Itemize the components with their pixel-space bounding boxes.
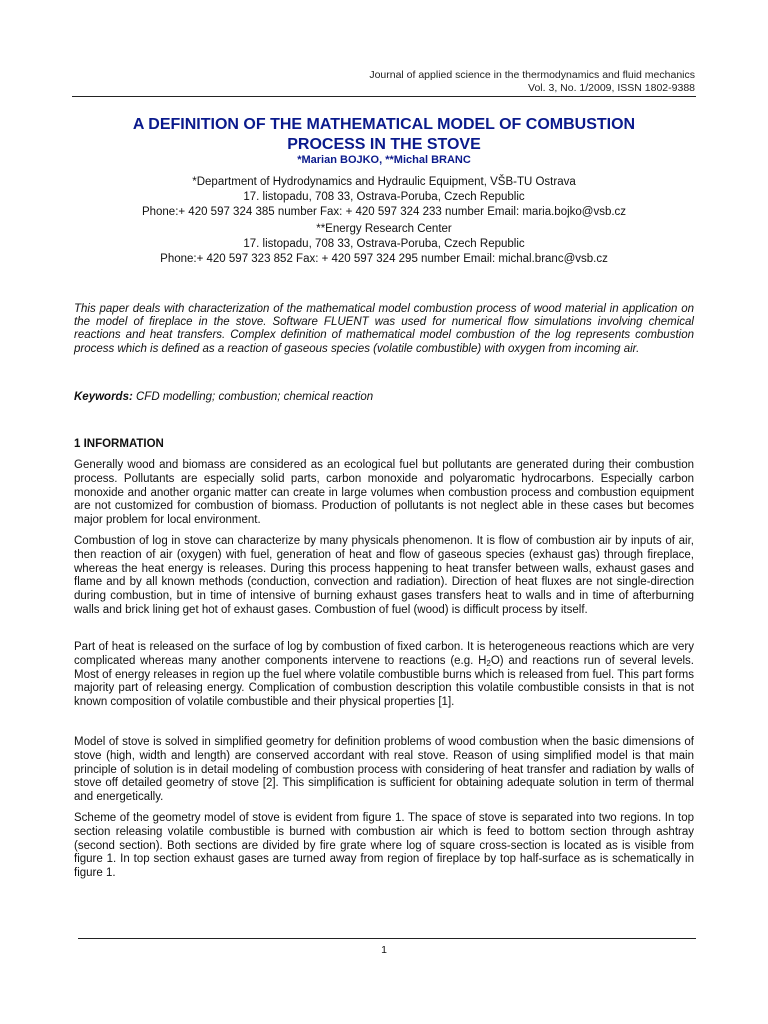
journal-header [369,69,695,95]
affiliation-2-dept: **Energy Research Center [316,223,452,235]
paragraph-3-part-b: O) and reactions run of several levels. Most of energy releases in region up the fuel where volatile combustible burns which is released from fuel. This part forms majority part of releasing energy. Complication of combustion description this volatile combustible consists in that is not known composition of volatile combustible and their physical properties [1]. [74,654,694,709]
footer-rule [78,938,696,939]
section-heading: 1 INFORMATION [74,438,164,450]
affiliation-1-contact: Phone:+ 420 597 324 385 number Fax: + 420 597 324 233 number Email: maria.bojko@vsb.cz [141,206,627,218]
journal-name: Journal of applied science in the thermodynamics and fluid mechanics [369,69,695,81]
affiliation-1-address: 17. listopadu, 708 33, Ostrava-Poruba, Czech Republic [243,191,525,203]
subscript-2: 2 [486,658,491,668]
affiliation-2-address: 17. listopadu, 708 33, Ostrava-Poruba, Czech Republic [243,238,525,250]
affiliation-2-contact: Phone:+ 420 597 323 852 Fax: + 420 597 324 295 number Email: michal.branc@vsb.cz [160,253,608,265]
affiliation-1 [72,175,696,220]
paper-title-line2: PROCESS IN THE STOVE [287,135,481,153]
paper-title [72,115,696,154]
abstract: This paper deals with characterization of the mathematical model combustion process of wood material in application on the model of fireplace in the stove. Software FLUENT was used for numerical flow simulations involving chemical reactions and heat transfers. Complex definition of mathematical model combustion of the log represents combustion process which is defined as a reaction of gaseous species (volatile combustible) with oxygen from incoming air. [74,303,694,355]
paper-title-line1: A DEFINITION OF THE MATHEMATICAL MODEL OF COMBUSTION [132,116,636,133]
affiliation-2 [72,222,696,267]
keywords-label: Keywords: [74,391,133,403]
paragraph-3-part-a: Part of heat is released on the surface of log by combustion of fixed carbon. It is heterogeneous reactions which are very complicated whereas many another components intervene to reactions (e.g. H [74,641,694,667]
affiliation-1-dept: *Department of Hydrodynamics and Hydraulic Equipment, VŠB-TU Ostrava [192,176,576,188]
paragraph-2: Combustion of log in stove can characterize by many physicals phenomenon. It is flow of combustion air by inputs of air, then reaction of air (oxygen) with fuel, generation of heat and flow of gaseous species (exhaust gas) through fireplace, whereas the heat energy is releases. During this process happening to heat transfer between walls, exhaust gases and flame and by all known methods (conduction, convection and radiation). Direction of heat fluxes are not single-direction during combustion, but in time of intensive of burning exhaust gases transfers heat to walls and in time of afterburning walls and brick lining get hot of exhaust gases. Combustion of fuel (wood) is difficult process by itself. [74,535,694,616]
paragraph-5: Scheme of the geometry model of stove is evident from figure 1. The space of stove is separated into two regions. In top section releasing volatile combustible is burned with combustion air which is feed to bottom section through ashtray (second section). Both sections are divided by fire grate where log of square cross-section is located as is visible from figure 1. In top section exhaust gases are turned away from region of fireplace by top half-surface as is schematically in figure 1. [74,812,694,880]
paragraph-4: Model of stove is solved in simplified geometry for definition problems of wood combustion when the basic dimensions of stove (high, width and length) are conserved accordant with real stove. Reason of using simplified model is that main principle of solution is in detail modeling of combustion process with considering of heat transfer and radiation by walls of stove off detailed geometry of stove [2]. This simplification is sufficient for obtaining adequate solution in term of thermal and energetically. [74,736,694,804]
authors: *Marian BOJKO, **Michal BRANC [297,154,471,166]
page-number: 1 [381,944,387,956]
keywords [74,390,694,404]
header-rule [72,96,696,97]
keywords-text: CFD modelling; combustion; chemical reaction [136,391,374,403]
paragraph-3 [74,641,694,710]
journal-volume: Vol. 3, No. 1/2009, ISSN 1802-9388 [528,82,695,94]
paragraph-1: Generally wood and biomass are considered as an ecological fuel but pollutants are generated during their combustion process. Pollutants are especially solid parts, carbon monoxide and polyaromatic hydrocarbons. Especially carbon monoxide and another organic matter can create in large volumes when combustion process and combustion equipment are not customized for combustion of biomass. Production of pollutants is not neglect able in these cases but becomes major problem for local environment. [74,459,694,527]
